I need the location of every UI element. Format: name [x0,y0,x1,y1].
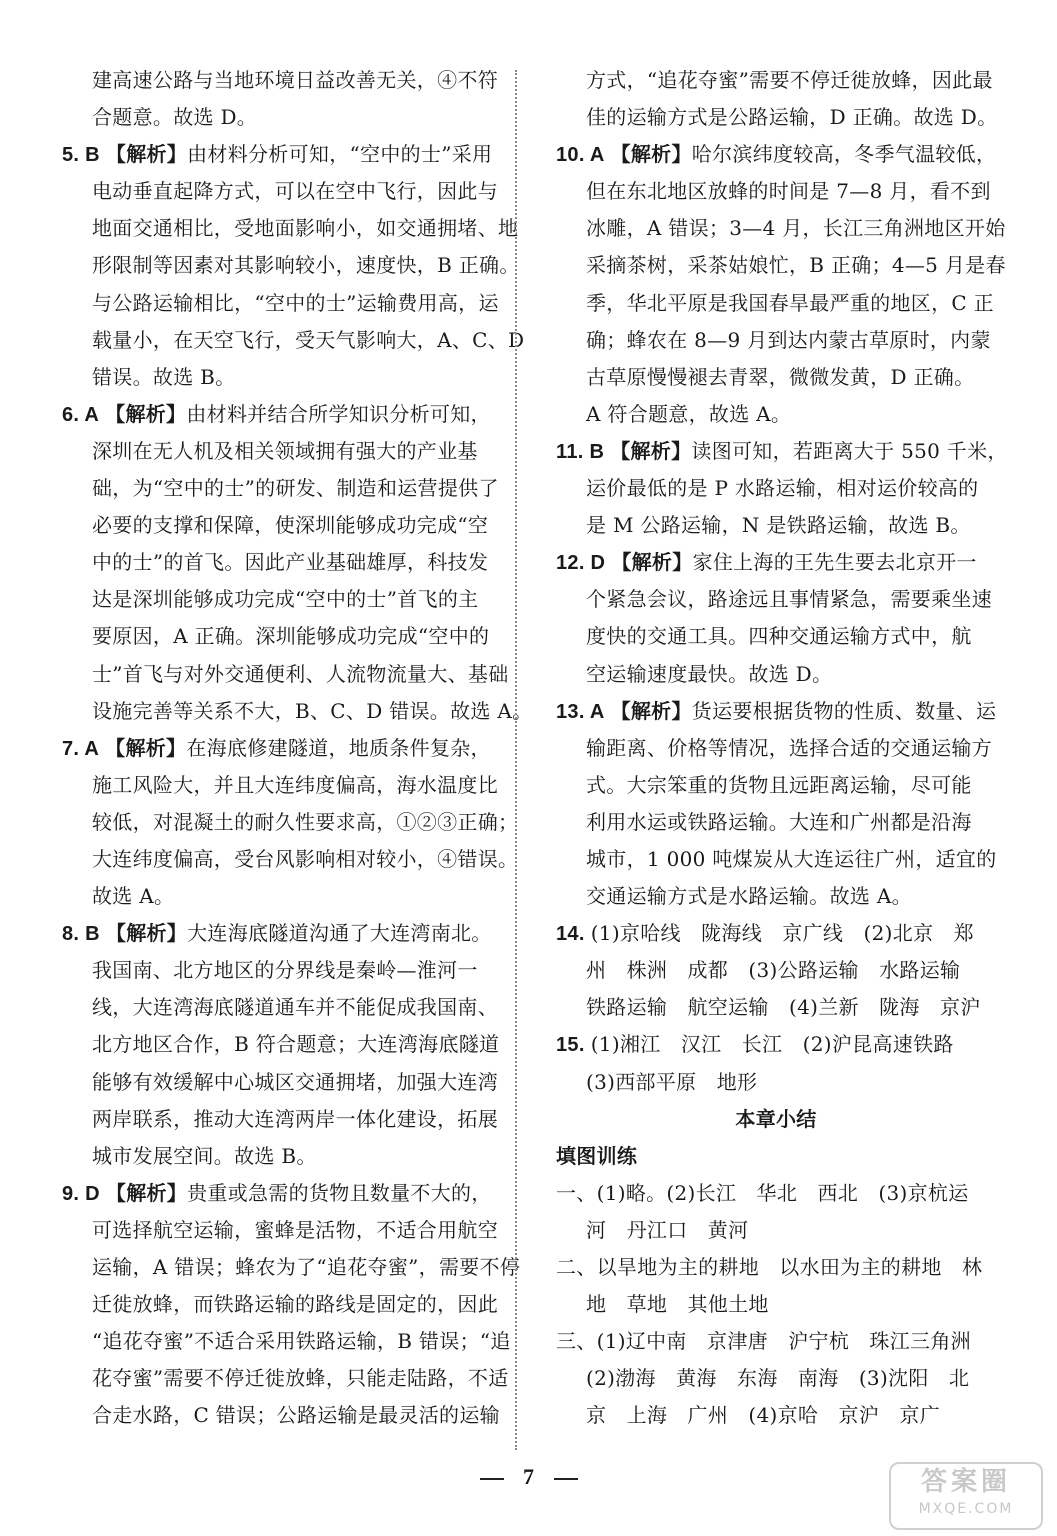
line-text: 佳的运输方式是公路运输，D 正确。故选 D。 [586,105,998,130]
text-line [556,136,996,173]
line-text: 交通运输方式是水路运输。故选 A。 [586,884,912,909]
line-text: 古草原慢慢褪去青翠，微微发黄，D 正确。 [586,364,975,389]
line-text: 故选 A。 [92,884,175,909]
line-text: 电动垂直起降方式，可以在空中飞行，因此与 [92,179,498,204]
text-line [62,1101,502,1138]
text-line [556,1138,996,1175]
line-text: 合走水路，C 错误；公路运输是最灵活的运输 [92,1403,500,1428]
text-line [62,1175,502,1212]
line-text: 地面交通相比，受地面影响小，如交通拥堵、地 [92,216,519,241]
text-line [556,1101,996,1138]
line-text: 货运要根据货物的性质、数量、运 [691,698,997,723]
dash-left [480,1478,504,1480]
line-text: 采摘茶树，采茶姑娘忙，B 正确；4—5 月是春 [586,253,1006,278]
text-line [62,915,502,952]
line-text: 冰雕，A 错误；3—4 月，长江三角洲地区开始 [586,216,1006,241]
watermark-title: 答案圈 [920,1467,1011,1497]
line-text: 深圳在无人机及相关领域拥有强大的产业基 [92,438,478,463]
line-text: 地 草地 其他土地 [586,1292,769,1317]
watermark-url: MXQE.COM [918,1501,1014,1517]
line-text: 与公路运输相比，“空中的士”运输费用高，运 [92,290,499,315]
question-number: 11. B [556,440,605,463]
question-number: 12. D [556,552,606,575]
line-text: 城市，1 000 吨煤炭从大连运往广州，适宜的 [586,846,997,871]
analysis-tag: 【解析】 [105,735,187,760]
line-text: 础，为“空中的士”的研发、制造和运营提供了 [92,476,499,501]
dash-right [554,1478,578,1480]
text-line [556,1249,996,1286]
line-text: (2)渤海 黄海 东海 南海 (3)沈阳 北 [586,1366,970,1391]
text-line [62,989,502,1026]
text-line [62,136,502,173]
question-number: 8. B [62,923,100,946]
question-number: 15. [556,1034,585,1057]
text-line [556,1360,996,1397]
text-line [62,62,502,99]
text-line [556,285,996,322]
line-text: 迁徙放蜂，而铁路运输的路线是固定的，因此 [92,1292,498,1317]
text-line [556,656,996,693]
line-text: 利用水运或铁路运输。大连和广州都是沿海 [586,809,972,834]
text-line [62,730,502,767]
text-line [62,1064,502,1101]
line-text: 确；蜂农在 8—9 月到达内蒙古草原时，内蒙 [586,327,991,352]
text-line [556,62,996,99]
line-text: 贵重或急需的货物且数量不大的， [187,1180,492,1205]
text-line [62,544,502,581]
line-text: 运价最低的是 P 水路运输，相对运价较高的 [586,476,979,501]
analysis-tag: 【解析】 [105,921,188,946]
line-text: 大连纬度偏高，受台风影响相对较小，④错误。 [92,846,519,871]
text-line [62,767,502,804]
line-text: (3)西部平原 地形 [586,1069,758,1094]
section-title: 本章小结 [735,1106,817,1131]
line-text: 线，大连湾海底隧道通车并不能促成我国南、 [92,995,498,1020]
line-text: 北方地区合作，B 符合题意；大连湾海底隧道 [92,1032,500,1057]
text-line [62,841,519,878]
text-line [62,433,502,470]
text-line [62,1397,502,1434]
line-text: 方式，“追花夺蜜”需要不停迁徙放蜂，因此最 [586,68,993,92]
text-line [556,247,1006,284]
text-line [62,1026,502,1063]
page-number: 7 [523,1464,534,1489]
line-text: 二、以旱地为主的耕地 以水田为主的耕地 林 [556,1255,983,1279]
text-line [556,1323,996,1360]
line-text: 运输，A 错误；蜂农为了“追花夺蜜”，需要不停 [92,1255,521,1279]
question-number: 5. B [62,144,100,167]
text-line [62,1286,502,1323]
line-text: A 符合题意，故选 A。 [586,401,792,426]
text-line [556,359,996,396]
line-text: 读图可知，若距离大于 550 千米， [691,438,1008,463]
text-line [62,507,502,544]
text-line [556,767,996,804]
question-number: 7. A [62,737,100,760]
question-number: 14. [556,923,585,946]
text-line [556,1064,996,1101]
text-line [556,730,996,767]
line-text: 我国南、北方地区的分界线是秦岭—淮河一 [92,958,478,983]
question-number: 6. A [62,403,100,426]
text-line [62,285,502,322]
line-text: 建高速公路与当地环境日益改善无关，④不符 [92,68,498,92]
line-text: 要原因，A 正确。深圳能够成功完成“空中的 [92,624,490,649]
line-text: 花夺蜜”需要不停迁徙放蜂，只能走陆路，不适 [92,1366,509,1391]
left-column [62,62,533,1434]
watermark-logo [889,1462,1043,1530]
line-text: 式。大宗笨重的货物且远距离运输，尽可能 [586,772,972,797]
text-line [62,1138,502,1175]
line-text: 是 M 公路运输，N 是铁路运输，故选 B。 [586,513,971,538]
line-text: 能够有效缓解中心城区交通拥堵，加强大连湾 [92,1069,498,1094]
line-text: (1)京哈线 陇海线 京广线 (2)北京 郑 [590,921,974,946]
line-text: 两岸联系，推动大连湾两岸一体化建设，拓展 [92,1106,498,1131]
analysis-tag: 【解析】 [105,1180,188,1205]
text-line [62,322,525,359]
line-text: 形限制等因素对其影响较小，速度快，B 正确。 [92,253,520,278]
line-text: 家住上海的王先生要去北京开一 [692,550,977,575]
analysis-tag: 【解析】 [610,698,692,723]
text-line [556,1026,996,1063]
text-line [62,173,502,210]
line-text: 错误。故选 B。 [92,364,236,389]
analysis-tag: 【解析】 [610,142,692,167]
analysis-tag: 【解析】 [610,438,692,463]
text-line [62,1249,521,1286]
text-line [62,581,502,618]
question-number: 9. D [62,1182,100,1205]
text-line [556,544,996,581]
line-text: 由材料分析可知，“空中的士”采用 [187,142,493,167]
text-line [556,210,1006,247]
text-line [556,433,1008,470]
line-text: 可选择航空运输，蜜蜂是活物，不适合用航空 [92,1217,498,1242]
subsection-title: 填图训练 [556,1143,638,1168]
analysis-tag: 【解析】 [105,401,187,426]
text-line [556,396,996,433]
text-line [62,804,519,841]
line-text: 铁路运输 航空运输 (4)兰新 陇海 京沪 [586,995,981,1020]
question-number: 10. A [556,144,605,167]
text-line [556,841,996,878]
text-line [556,1286,996,1323]
line-text: 个紧急会议，路途远且事情紧急，需要乘坐速 [586,587,992,612]
line-text: 达是深圳能够成功完成“空中的士”首飞的主 [92,587,479,612]
text-line [556,470,996,507]
text-line [62,1212,502,1249]
line-text: 空运输速度最快。故选 D。 [586,661,833,686]
line-text: 但在东北地区放蜂的时间是 7—8 月，看不到 [586,179,991,204]
text-line [62,618,502,655]
text-line [556,99,996,136]
text-line [62,878,502,915]
text-line [556,915,996,952]
line-text: 大连海底隧道沟通了大连湾南北。 [187,921,492,946]
text-line [62,656,509,693]
text-line [556,804,996,841]
text-line [62,99,502,136]
text-line [62,247,520,284]
line-text: 京 上海 广州 (4)京哈 京沪 京广 [586,1403,941,1428]
line-text: (1)湘江 汉江 长江 (2)沪昆高速铁路 [590,1032,954,1057]
text-line [556,618,996,655]
line-text: 设施完善等关系不大，B、C、D 错误。故选 A。 [92,698,533,723]
line-text: 载量小，在天空飞行，受天气影响大，A、C、D [92,327,525,352]
line-text: 季，华北平原是我国春旱最严重的地区，C 正 [586,290,994,315]
line-text: 必要的支撑和保障，使深圳能够成功完成“空 [92,513,489,538]
text-line [556,693,996,730]
question-number: 13. A [556,700,605,723]
text-line [556,878,996,915]
text-line [62,952,502,989]
text-line [556,952,996,989]
text-line [556,507,996,544]
text-line [556,1212,996,1249]
line-text: 较低，对混凝土的耐久性要求高，①②③正确； [92,809,519,834]
text-line [62,359,502,396]
line-text: 在海底修建隧道，地质条件复杂， [186,735,491,760]
analysis-tag: 【解析】 [611,550,693,575]
text-line [556,989,996,1026]
text-line [62,1323,511,1360]
text-line [556,1397,996,1434]
line-text: 度快的交通工具。四种交通运输方式中，航 [586,624,972,649]
text-line [556,322,996,359]
line-text: 一、(1)略。(2)长江 华北 西北 (3)京杭运 [556,1180,969,1205]
line-text: 合题意。故选 D。 [92,105,258,130]
line-text: 士”首飞与对外交通便利、人流物流量大、基础 [92,661,509,686]
line-text: 河 丹江口 黄河 [586,1217,749,1242]
line-text: 城市发展空间。故选 B。 [92,1143,317,1168]
column-divider [515,70,517,1450]
right-column [556,62,1008,1434]
line-text: 输距离、价格等情况，选择合适的交通运输方 [586,735,992,760]
text-line [556,1175,996,1212]
line-text: 州 株洲 成都 (3)公路运输 水路运输 [586,958,961,983]
line-text: 施工风险大，并且大连纬度偏高，海水温度比 [92,772,498,797]
line-text: 三、(1)辽中南 京津唐 沪宁杭 珠江三角洲 [556,1329,971,1354]
line-text: 中的士”的首飞。因此产业基础雄厚，科技发 [92,550,489,575]
text-line [62,396,502,433]
analysis-tag: 【解析】 [105,142,188,167]
text-line [556,173,996,210]
text-line [62,693,533,730]
text-line [62,210,519,247]
line-text: 由材料并结合所学知识分析可知， [186,401,491,426]
text-line [62,1360,509,1397]
text-line [556,581,996,618]
line-text: 哈尔滨纬度较高，冬季气温较低， [691,142,997,167]
line-text: “追花夺蜜”不适合采用铁路运输，B 错误；“追 [92,1329,511,1354]
text-line [62,470,502,507]
